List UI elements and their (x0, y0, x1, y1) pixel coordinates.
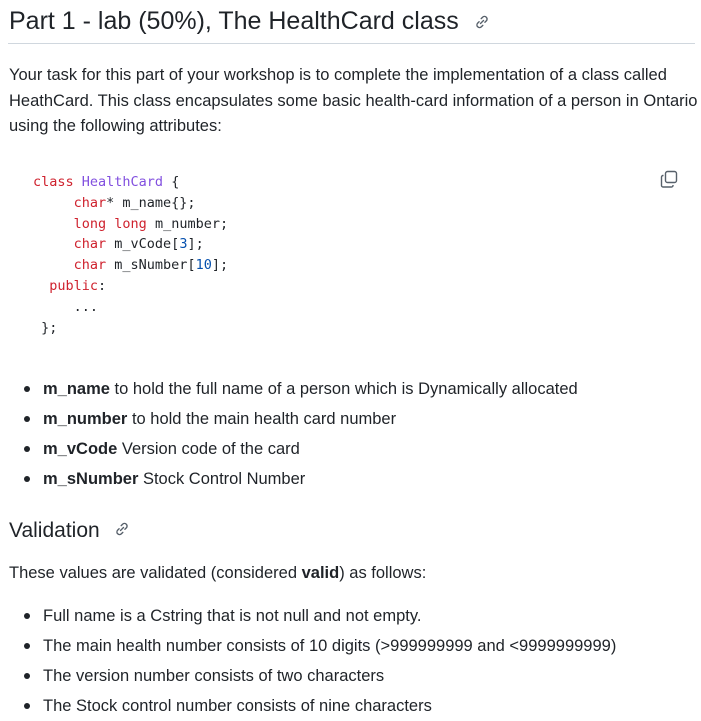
section-heading (9, 4, 490, 39)
code-line-1: class HealthCard { (33, 174, 180, 190)
code-line-8: }; (33, 319, 58, 336)
code-line-7: ... (33, 298, 99, 315)
list-item: m_number to hold the main health card number (43, 404, 578, 434)
validation-heading-text: Validation (9, 519, 100, 542)
attributes-list (0, 374, 578, 494)
validation-heading (9, 516, 130, 546)
list-item: The Stock control number consists of nine characters (43, 691, 616, 721)
link-icon[interactable] (114, 516, 130, 546)
section-heading-text: Part 1 - lab (50%), The HealthCard class (9, 7, 459, 35)
list-item: m_name to hold the full name of a person which is Dynamically allocated (43, 374, 578, 404)
code-line-6: public: (49, 277, 107, 294)
link-icon[interactable] (474, 5, 490, 39)
code-line-2: char* m_name{}; (73, 194, 196, 211)
list-item: The version number consists of two characters (43, 661, 616, 691)
list-item: m_sNumber Stock Control Number (43, 464, 578, 494)
code-content (33, 172, 228, 338)
intro-paragraph: Your task for this part of your workshop is to complete the implementation of a class called HeathCard. This class encapsulates some basic health-card information of a person in Ontario using the following attributes: (9, 66, 698, 135)
validation-intro: These values are validated (considered valid) as follows: (9, 564, 427, 582)
code-block (8, 160, 695, 343)
code-line-4: char m_vCode[3]; (73, 236, 204, 253)
code-line-3: long long m_number; (73, 215, 229, 232)
list-item: Full name is a Cstring that is not null and not empty. (43, 601, 616, 631)
list-item: The main health number consists of 10 digits (>999999999 and <9999999999) (43, 631, 616, 661)
code-line-5: char m_sNumber[10]; (73, 257, 229, 274)
list-item: m_vCode Version code of the card (43, 434, 578, 464)
copy-icon[interactable] (659, 169, 679, 189)
validation-rules-list (0, 601, 616, 721)
heading-divider (8, 43, 695, 44)
